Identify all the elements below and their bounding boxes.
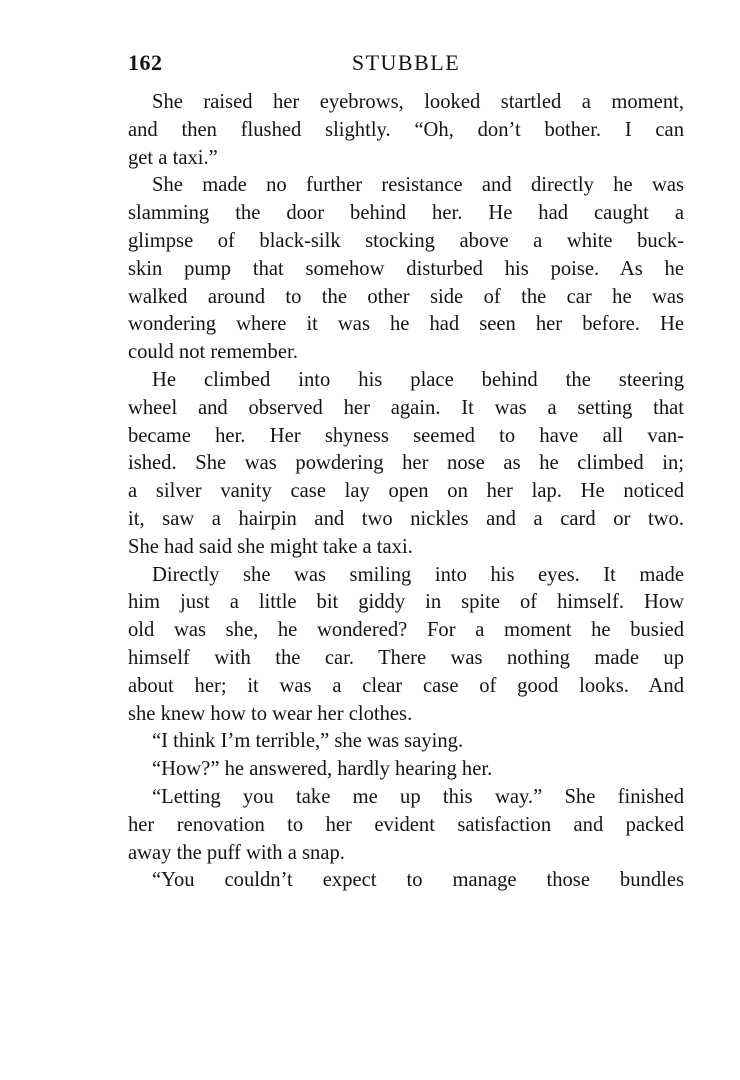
text-line: a silver vanity case lay open on her lap. He noticed <box>128 480 684 503</box>
paragraph <box>128 867 684 895</box>
text-line: himself with the car. There was nothing made up <box>128 646 684 669</box>
body-text <box>128 89 684 895</box>
text-line: get a taxi.” <box>128 146 218 169</box>
text-line: “I think I’m terrible,” she was saying. <box>152 730 464 753</box>
text-line: wheel and observed her again. It was a setting that <box>128 396 684 419</box>
text-line: She made no further resistance and directly he was <box>152 174 684 197</box>
text-line: skin pump that somehow disturbed his poise. As he <box>128 257 684 280</box>
text-line: it, saw a hairpin and two nickles and a card or two. <box>128 507 684 530</box>
page-header <box>128 50 684 80</box>
text-line: Directly she was smiling into his eyes. It made <box>152 563 684 586</box>
text-line: and then flushed slightly. “Oh, don’t bother. I can <box>128 118 684 141</box>
text-line: She had said she might take a taxi. <box>128 535 413 558</box>
paragraph <box>128 367 684 562</box>
text-line: became her. Her shyness seemed to have all van- <box>128 424 684 447</box>
paragraph <box>128 562 684 729</box>
text-line: She raised her eyebrows, looked startled a moment, <box>152 91 684 113</box>
paragraph <box>128 728 684 756</box>
text-line: glimpse of black-silk stocking above a white buck- <box>128 229 684 252</box>
text-line: away the puff with a snap. <box>128 841 345 864</box>
text-line: He climbed into his place behind the steering <box>152 368 684 391</box>
paragraph <box>128 89 684 172</box>
text-line: walked around to the other side of the car he was <box>128 285 684 308</box>
text-line: him just a little bit giddy in spite of himself. How <box>128 591 684 614</box>
text-line: she knew how to wear her clothes. <box>128 702 413 725</box>
text-line: ished. She was powdering her nose as he climbed in; <box>128 452 684 475</box>
text-line: could not remember. <box>128 341 298 364</box>
text-line: old was she, he wondered? For a moment he busied <box>128 619 684 642</box>
text-line: about her; it was a clear case of good looks. And <box>128 674 684 697</box>
text-line: wondering where it was he had seen her before. He <box>128 313 684 336</box>
text-line: “You couldn’t expect to manage those bundles <box>152 869 684 892</box>
page-number: 162 <box>128 50 163 75</box>
text-line: her renovation to her evident satisfaction and packed <box>128 813 684 836</box>
paragraph <box>128 784 684 867</box>
text-line: “Letting you take me up this way.” She finished <box>152 785 684 808</box>
paragraph <box>128 756 684 784</box>
text-line: “How?” he answered, hardly hearing her. <box>152 758 493 781</box>
paragraph <box>128 172 684 367</box>
text-line: slamming the door behind her. He had caught a <box>128 202 684 225</box>
running-title: STUBBLE <box>351 50 461 75</box>
